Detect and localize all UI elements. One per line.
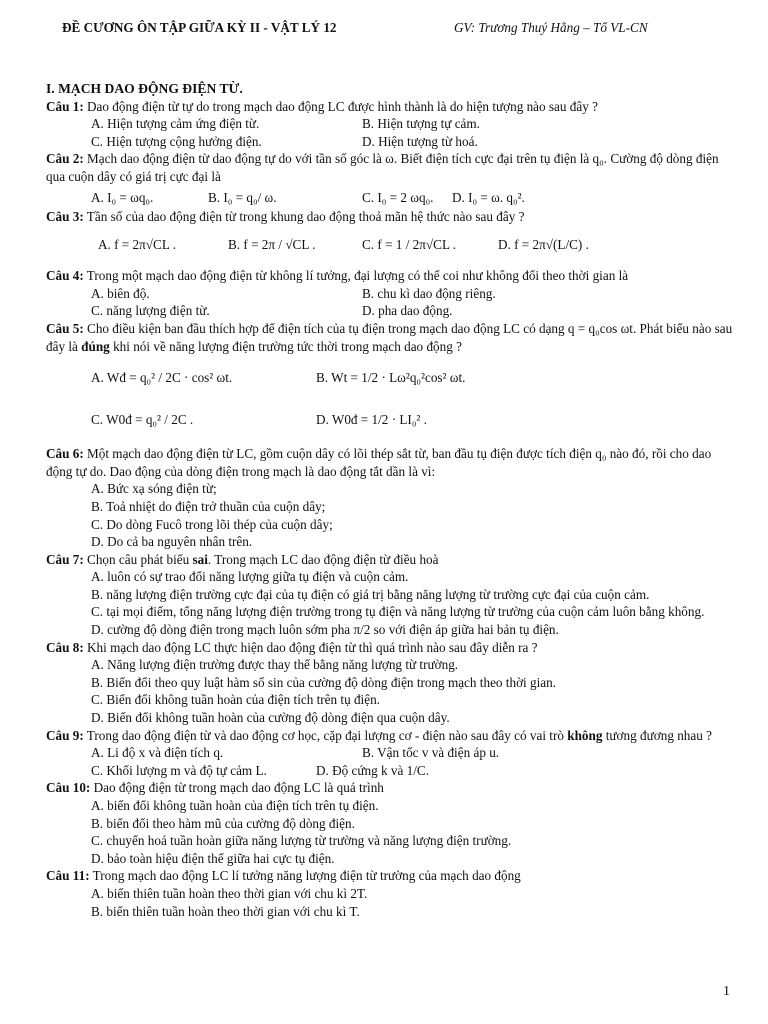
question-label: Câu 5: xyxy=(46,320,84,336)
option-a: A. biến thiên tuần hoàn theo thời gian với chu kì 2T. xyxy=(91,885,368,901)
page-number: 1 xyxy=(723,984,730,999)
question-label: Câu 9: xyxy=(46,727,84,743)
question-text: Một mạch dao động điện từ LC, gồm cuộn dây có lõi thép sắt từ, ban đầu tụ điện được tích điện q₀ nào đó, rồi cho dao động tự do. Dao động của dòng điện trong mạch là dao động tắt dần là vì: xyxy=(46,446,712,479)
option-a: A. Wđ = q₀² / 2C · cos² ωt. xyxy=(91,370,233,386)
option-c: C. Hiện tượng cộng hưởng điện. xyxy=(91,133,262,149)
question-text: Trong một mạch dao động điện từ không lí tưởng, đại lượng có thể coi như không đổi theo thời gian là xyxy=(86,268,629,284)
option-c: C. chuyển hoá tuần hoàn giữa năng lượng từ trường và năng lượng điện trường. xyxy=(91,833,512,849)
document-body xyxy=(46,80,736,920)
question-label: Câu 8: xyxy=(46,639,84,655)
options-row xyxy=(46,762,736,780)
question-text: Trong dao động điện từ và dao động cơ học, cặp đại lượng cơ - điện nào sau đây có vai trò xyxy=(86,727,568,743)
question-text: Dao động điện từ trong mạch dao động LC là quá trình xyxy=(93,780,384,796)
option-c: C. W0đ = q₀² / 2C . xyxy=(91,412,194,428)
emphasis-word: đúng xyxy=(81,338,110,354)
option-c: C. Khối lượng m và độ tự cảm L. xyxy=(91,762,267,778)
question-text-end: . Trong mạch LC dao động điện từ điều hoà xyxy=(207,551,439,567)
option-b: B. chu kì dao động riêng. xyxy=(362,285,496,301)
option-a: A. luôn có sự trao đổi năng lượng giữa tụ điện và cuộn cảm. xyxy=(91,569,409,585)
option-d: D. pha dao động. xyxy=(362,303,453,319)
question-5 xyxy=(46,320,736,355)
question-11 xyxy=(46,867,736,885)
option-d: D. cường độ dòng điện trong mạch luôn sớm pha π/2 so với điện áp giữa hai bản tụ điện. xyxy=(91,622,559,638)
option-a: A. Bức xạ sóng điện từ; xyxy=(91,481,217,497)
option-d: D. bảo toàn hiệu điện thế giữa hai cực tụ điện. xyxy=(91,850,335,866)
option-b: B. f = 2π / √CL . xyxy=(228,237,316,253)
question-label: Câu 6: xyxy=(46,446,84,462)
emphasis-word: sai xyxy=(192,551,208,567)
option-b: B. Hiện tượng tự cảm. xyxy=(362,116,480,132)
question-label: Câu 2: xyxy=(46,151,84,167)
question-7 xyxy=(46,551,736,569)
option-b: B. I₀ = q₀/ ω. xyxy=(208,189,277,205)
options-row xyxy=(46,399,736,443)
option-a: A. Năng lượng điện trường được thay thế bằng năng lượng từ trường. xyxy=(91,657,459,673)
question-label: Câu 7: xyxy=(46,551,84,567)
options-row xyxy=(46,285,736,303)
option-c: C. Biến đổi không tuần hoàn của điện tích trên tụ điện. xyxy=(91,692,380,708)
option-b: B. biến đổi theo hàm mũ của cường độ dòng điện. xyxy=(91,815,355,831)
option-b: B. biến thiên tuần hoàn theo thời gian với chu kì T. xyxy=(91,903,360,919)
option-b: B. Toả nhiệt do điện trở thuần của cuộn dây; xyxy=(91,498,326,514)
question-4 xyxy=(46,267,736,285)
question-2 xyxy=(46,150,736,185)
question-text: Tần số của dao động điện từ trong khung dao động thoả mãn hệ thức nào sau đây ? xyxy=(86,208,525,224)
option-d: D. Độ cứng k và 1/C. xyxy=(316,762,430,778)
option-c: C. tại mọi điểm, tổng năng lượng điện trường trong tụ điện và năng lượng từ trường của cuộn cảm luôn bằng không. xyxy=(91,604,705,620)
question-text-end: tương đương nhau ? xyxy=(602,727,712,743)
option-d: D. W0đ = 1/2 · LI₀² . xyxy=(316,412,427,428)
option-d: D. Do cả ba nguyên nhân trên. xyxy=(91,534,253,550)
question-label: Câu 4: xyxy=(46,268,84,284)
option-a: A. biên độ. xyxy=(91,285,150,301)
option-d: D. Hiện tượng từ hoá. xyxy=(362,133,478,149)
option-a: A. Li độ x và điện tích q. xyxy=(91,745,224,761)
options-row xyxy=(46,225,736,267)
header-title: ĐỀ CƯƠNG ÔN TẬP GIỮA KỲ II - VẬT LÝ 12 xyxy=(62,20,337,35)
option-c: C. năng lượng điện từ. xyxy=(91,303,210,319)
question-9 xyxy=(46,727,736,745)
option-b: B. Biến đổi theo quy luật hàm số sin của cường độ dòng điện trong mạch theo thời gian. xyxy=(91,674,557,690)
option-d: D. f = 2π√(L/C) . xyxy=(498,237,589,253)
options-row xyxy=(46,115,736,133)
options-row xyxy=(46,744,736,762)
question-text: Chọn câu phát biểu xyxy=(87,551,193,567)
question-6 xyxy=(46,445,736,480)
option-a: A. Hiện tượng cảm ứng điện từ. xyxy=(91,116,260,132)
question-text: Dao động điện từ tự do trong mạch dao động LC được hình thành là do hiện tượng nào sau đây ? xyxy=(87,98,598,114)
option-c: C. f = 1 / 2π√CL . xyxy=(362,237,457,253)
question-1 xyxy=(46,98,736,116)
question-label: Câu 11: xyxy=(46,868,90,884)
option-b: B. năng lượng điện trường cực đại của tụ điện có giá trị bằng năng lượng từ trường cực đại của cuộn cảm. xyxy=(91,586,650,602)
question-8 xyxy=(46,639,736,657)
option-d: D. I₀ = ω. q₀². xyxy=(452,189,525,205)
question-text-end: khi nói về năng lượng điện trường tức thời trong mạch dao động ? xyxy=(109,338,462,354)
options-row xyxy=(46,355,736,399)
question-label: Câu 3: xyxy=(46,208,84,224)
options-row xyxy=(46,302,736,320)
question-text: Mạch dao động điện từ dao động tự do với tần số góc là ω. Biết điện tích cực đại trên tụ điện là q₀. Cường độ dòng điện qua cuộn dây có giá trị cực đại là xyxy=(46,151,719,184)
question-text: Cho điều kiện ban đầu thích hợp để điện tích của tụ điện trong mạch dao động LC có dạng q = q₀cos ωt. Phát biểu nào sau đây là xyxy=(46,320,733,354)
option-a: A. f = 2π√CL . xyxy=(98,237,176,253)
options-row xyxy=(46,186,736,208)
question-text: Trong mạch dao động LC lí tưởng năng lượng điện từ trường của mạch dao động xyxy=(92,868,521,884)
page-header xyxy=(62,20,708,40)
question-10 xyxy=(46,779,736,797)
option-c: C. Do dòng Fucô trong lõi thép của cuộn dây; xyxy=(91,516,333,532)
option-a: A. I₀ = ωq₀. xyxy=(91,189,154,205)
emphasis-word: không xyxy=(567,727,603,743)
option-b: B. Wt = 1/2 · Lω²q₀²cos² ωt. xyxy=(316,370,466,386)
question-3 xyxy=(46,208,736,226)
option-a: A. biến đổi không tuần hoàn của điện tích trên tụ điện. xyxy=(91,798,379,813)
option-b: B. Vận tốc v và điện áp u. xyxy=(362,745,500,761)
question-label: Câu 1: xyxy=(46,98,84,114)
option-d: D. Biến đổi không tuần hoàn của cường độ dòng điện qua cuộn dây. xyxy=(91,710,450,726)
question-text: Khi mạch dao động LC thực hiện dao động điện từ thì quá trình nào sau đây diễn ra ? xyxy=(87,639,538,655)
options-row xyxy=(46,133,736,151)
header-author: GV: Trương Thuý Hằng – Tổ VL-CN xyxy=(454,20,648,35)
option-c: C. I₀ = 2 ωq₀. xyxy=(362,189,434,205)
question-label: Câu 10: xyxy=(46,780,91,796)
section-title: I. MẠCH DAO ĐỘNG ĐIỆN TỪ. xyxy=(46,81,243,96)
